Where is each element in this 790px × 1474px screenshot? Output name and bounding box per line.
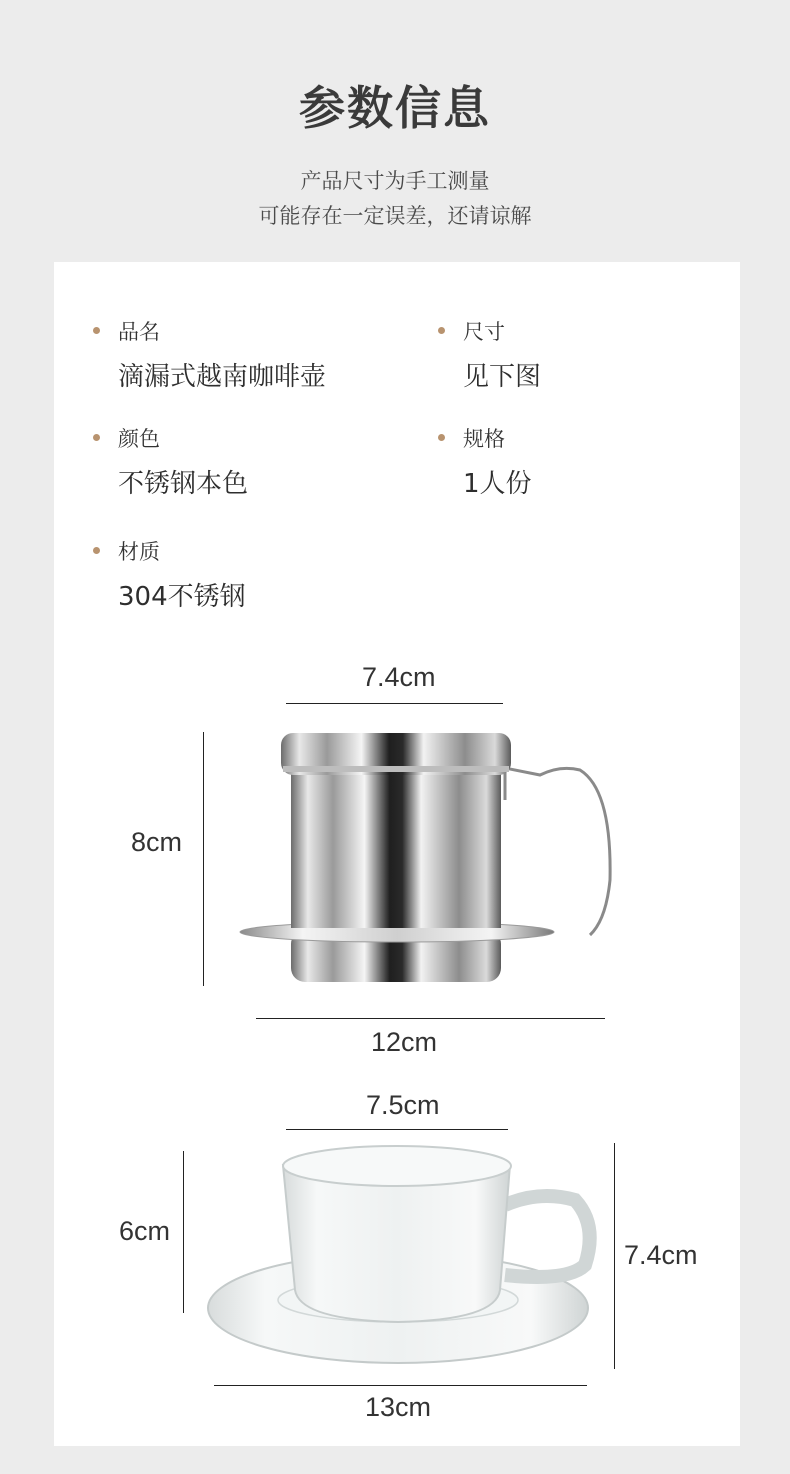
spec-label: 材质 xyxy=(118,540,160,564)
filter-base-width-label: 12cm xyxy=(371,1027,438,1057)
spec-value: 不锈钢本色 xyxy=(118,469,249,499)
filter-height-label: 8cm xyxy=(131,827,183,857)
spec-label: 颜色 xyxy=(118,427,160,451)
spec-value: 见下图 xyxy=(463,362,542,392)
spec-value: 滴漏式越南咖啡壶 xyxy=(118,362,327,392)
cup-height-line xyxy=(183,1151,184,1313)
saucer-width-line xyxy=(214,1385,587,1386)
measurement-disclaimer: 可能存在一定误差，还请谅解 xyxy=(258,204,532,228)
spec-label: 尺寸 xyxy=(463,320,505,344)
cup-top-width-line xyxy=(286,1129,508,1130)
page-title: 参数信息 xyxy=(299,81,491,135)
total-height-line xyxy=(614,1143,615,1369)
spec-label: 品名 xyxy=(118,320,160,344)
spec-value: 1人份 xyxy=(463,469,532,499)
spec-value: 304不锈钢 xyxy=(118,582,246,612)
spec-label: 规格 xyxy=(463,427,505,451)
saucer-width-label: 13cm xyxy=(365,1392,432,1422)
filter-base-width-line xyxy=(256,1018,605,1019)
cup-height-label: 6cm xyxy=(119,1216,171,1246)
filter-top-width-label: 7.4cm xyxy=(362,662,436,692)
cup-top-width-label: 7.5cm xyxy=(366,1090,440,1120)
measurement-note: 产品尺寸为手工测量 xyxy=(300,169,490,193)
total-height-label: 7.4cm xyxy=(624,1240,698,1270)
